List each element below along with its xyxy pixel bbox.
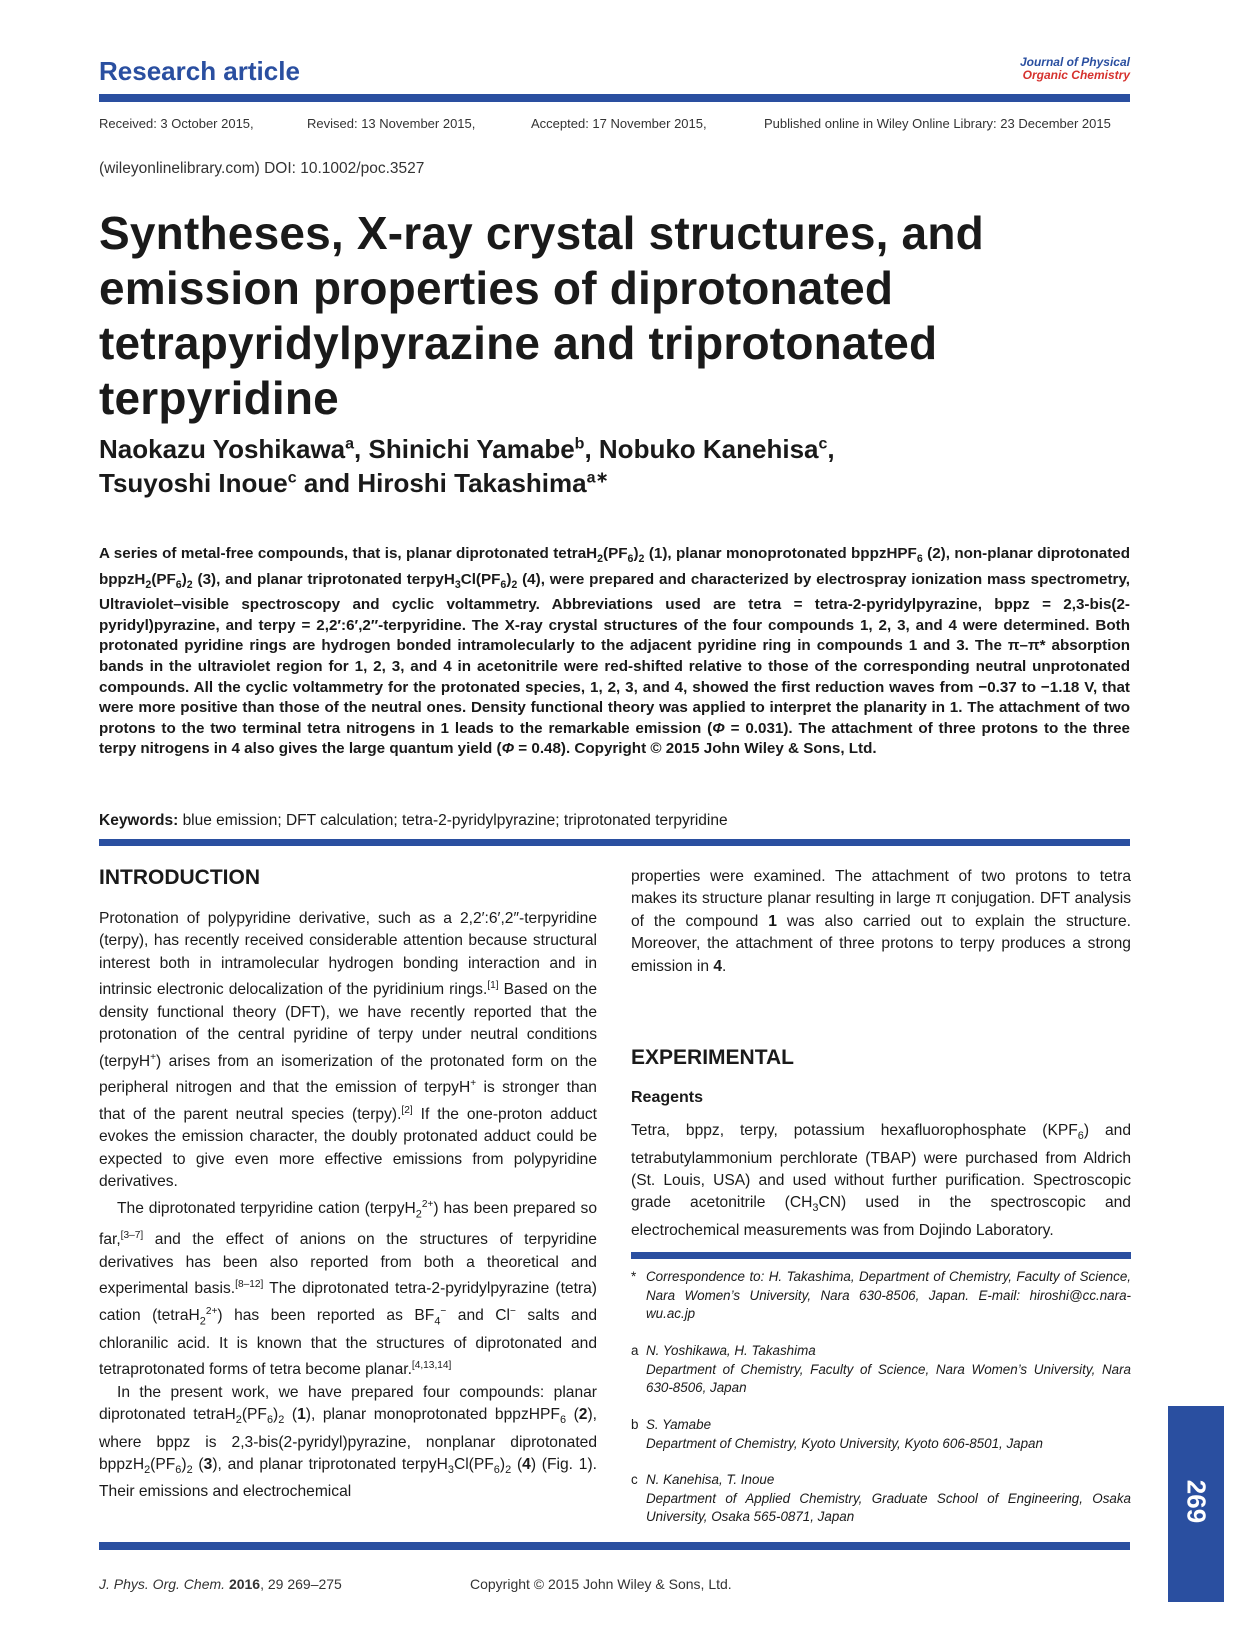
author-separator: , (827, 434, 835, 464)
accepted-date: Accepted: 17 November 2015, (531, 116, 707, 131)
journal-logo-line1: Journal of Physical (1019, 55, 1130, 69)
footer-copyright: Copyright © 2015 John Wiley & Sons, Ltd. (470, 1576, 732, 1592)
author-name: Hiroshi Takashima (357, 468, 587, 498)
article-type-heading: Research article (99, 56, 300, 86)
page-number-tab (1168, 1406, 1224, 1602)
author-affiliation-mark: b (574, 435, 585, 453)
keywords (99, 812, 728, 830)
paragraph: Tetra, bppz, terpy, potassium hexafluorophosphate $(KPF_6)$ and tetrabutylammonium perchlorate (TBAP) were purchased from Aldrich (St. Louis, USA) and used without further purification. Spectroscopic grade acetonitrile $(CH_3CN)$ used in the spectroscopic and electrochemical measurements was from Dojindo Laboratory. (631, 1122, 1131, 1239)
footnote-affiliation-c (631, 1471, 1131, 1527)
author-affiliation-mark: c (287, 469, 297, 487)
footnote-affiliation-b (631, 1416, 1131, 1453)
revised-date: Revised: 13 November 2015, (307, 116, 476, 131)
footer-volume: , 29 269–275 (260, 1576, 342, 1592)
paragraph: Protonation of polypyridine derivative, such as a 2,2′:6′,2″-terpyridine (terpy), has recently received considerable attention because structural interest both in intramolecular hydrogen bonding interaction and in intrinsic electronic delocalization of the pyridinium rings.[1] Based on the density functional theory (DFT), we have recently reported that the protonation of the central pyridine of terpy under neutral conditions (terpyH+) arises from an isomerization of the protonated form on the peripheral nitrogen and that the emission of terpyH+ is stronger than that of the parent neutral species (terpy).[2] If the one-proton adduct evokes the emission character, the doubly protonated adduct could be expected to give even more effective emissions from polypyridine derivatives. (99, 910, 597, 1191)
footnote-affiliation-a (631, 1342, 1131, 1398)
subsection-heading-reagents: Reagents (631, 1089, 704, 1106)
reagents-body (631, 1120, 1131, 1242)
section-heading-introduction: INTRODUCTION (99, 866, 260, 889)
footnote-authors: N. Yoshikawa, H. Takashima (646, 1343, 816, 1358)
footnote-authors: N. Kanehisa, T. Inoue (646, 1472, 775, 1487)
footnote-tag: a (631, 1343, 639, 1358)
paragraph: properties were examined. The attachment of two protons to tetra makes its structure planar resulting in large π conjugation. DFT analysis of the compound 1 was also carried out to explain the structure. Moreover, the attachment of three protons to terpy produces a strong emission in 4. (631, 868, 1131, 975)
introduction-body (99, 908, 597, 1504)
author-affiliation-mark: c (818, 435, 828, 453)
doi-line: (wileyonlinelibrary.com) DOI: 10.1002/poc.3527 (99, 160, 425, 177)
footer-citation (99, 1576, 342, 1592)
author-separator: , (584, 434, 599, 464)
journal-logo (990, 56, 1130, 82)
footer-journal: J. Phys. Org. Chem. (99, 1576, 226, 1592)
introduction-continued (631, 866, 1131, 978)
author-separator: , (354, 434, 369, 464)
abstract: A series of metal-free compounds, that is, planar diprotonated $tetraH_2(PF_6)_2$ (1), planar monoprotonated bppzHPF$_6$ (2), non-planar diprotonated $bppzH_2(PF_6)_2$ (3), and planar triprotonated $terpyH_3Cl(PF_6)_2$ (4), were prepared and characterized by electrospray ionization mass spectrometry, Ultraviolet–visible spectroscopy and cyclic voltammetry. Abbreviations used are tetra = tetra-2-pyridylpyrazine, bppz = 2,3-bis(2-pyridyl)pyrazine, and terpy = 2,2′:6′,2″-terpyridine. The X-ray crystal structures of the four compounds 1, 2, 3, and 4 were determined. Both protonated pyridine rings are hydrogen bonded intramolecularly to the adjacent pyridine ring in compounds 1 and 3. The π–π* absorption bands in the ultraviolet region for 1, 2, 3, and 4 in acetonitrile were red-shifted relative to those of the corresponding neutral unprotonated compounds. All the cyclic voltammetry for the protonated species, 1, 2, 3, and 4, showed the first reduction waves from −0.37 to −1.18 V, that were more positive than those of the neutral ones. Density functional theory was applied to interpret the planarity in 1. The attachment of two protons to the two terminal tetra nitrogens in 1 leads to the remarkable emission (Φ = 0.031). The attachment of three protons to the three terpy nitrogens in 4 also gives the large quantum yield (Φ = 0.48). Copyright © 2015 John Wiley & Sons, Ltd. (99, 545, 1130, 758)
paragraph: The diprotonated terpyridine cation (terpyH$_2^{2+}$) has been prepared so far,[3–7] and the effect of anions on the structures of terpyridine derivatives has been also reported from both a theoretical and experimental basis.[8–12] The diprotonated tetra-2-pyridylpyrazine (tetra) cation (tetraH$_2^{2+}$) has been reported as $BF_4^-$ and Cl− salts and chloranilic acid. It is known that the structures of diprotonated and tetraprotonated forms of tetra become planar.[4,13,14] (99, 1198, 597, 1379)
keywords-text: blue emission; DFT calculation; tetra-2-pyridylpyrazine; triprotonated terpyridine (182, 812, 728, 829)
author-name: Naokazu Yoshikawa (99, 434, 346, 464)
article-title: Syntheses, X-ray crystal structures, and emission properties of diprotonated tetrapyridylpyrazine and triprotonated terpyridine (99, 207, 984, 424)
paragraph: In the present work, we have prepared four compounds: planar diprotonated $tetraH_2(PF_6)_2$ (1), planar monoprotonated bppzHPF$_6$ (2), where bppz is 2,3-bis(2-pyridyl)pyrazine, nonplanar diprotonated $bppzH_2(PF_6)_2$ (3), and planar triprotonated $terpyH_3Cl(PF_6)_2$ (4) (Fig. 1). Their emissions and electrochemical (99, 1383, 597, 1501)
published-date: Published online in Wiley Online Library: 23 December 2015 (764, 116, 1111, 131)
author-name: Tsuyoshi Inoue (99, 468, 288, 498)
author-name: Nobuko Kanehisa (598, 434, 819, 464)
author-list (99, 432, 1099, 500)
author-affiliation-mark: a∗ (586, 469, 609, 487)
footnote-correspondence (631, 1268, 1131, 1324)
section-heading-experimental: EXPERIMENTAL (631, 1046, 794, 1069)
footnote-rule (631, 1252, 1131, 1259)
journal-logo-line2: Organic Chemistry (1022, 68, 1130, 82)
footnote-tag: c (631, 1472, 638, 1487)
footnote-tag: b (631, 1417, 639, 1432)
keywords-label: Keywords: (99, 812, 179, 829)
received-date: Received: 3 October 2015, (99, 116, 254, 131)
footnote-detail: Department of Applied Chemistry, Graduate School of Engineering, Osaka University, Osaka 565-0871, Japan (646, 1490, 1131, 1524)
author-affiliation-mark: a (345, 435, 355, 453)
abstract-rule (99, 839, 1130, 846)
footer-year: 2016 (228, 1576, 261, 1592)
author-name: Shinichi Yamabe (368, 434, 575, 464)
header-rule (99, 94, 1130, 102)
author-separator: and (296, 468, 358, 498)
page-number: 269 (1181, 1479, 1212, 1524)
footnote-detail: Department of Chemistry, Kyoto University, Kyoto 606-8501, Japan (646, 1435, 1043, 1451)
footer-rule (99, 1542, 1130, 1550)
footnote-detail: Department of Chemistry, Faculty of Science, Nara Women’s University, Nara 630-8506, Japan (646, 1361, 1131, 1395)
footnote-tag: * (631, 1269, 637, 1284)
footnote-text: Correspondence to: H. Takashima, Department of Chemistry, Faculty of Science, Nara Women’s University, Nara 630-8506, Japan. E-mail: hiroshi@cc.nara-wu.ac.jp (646, 1269, 1131, 1321)
footnote-authors: S. Yamabe (646, 1417, 712, 1432)
